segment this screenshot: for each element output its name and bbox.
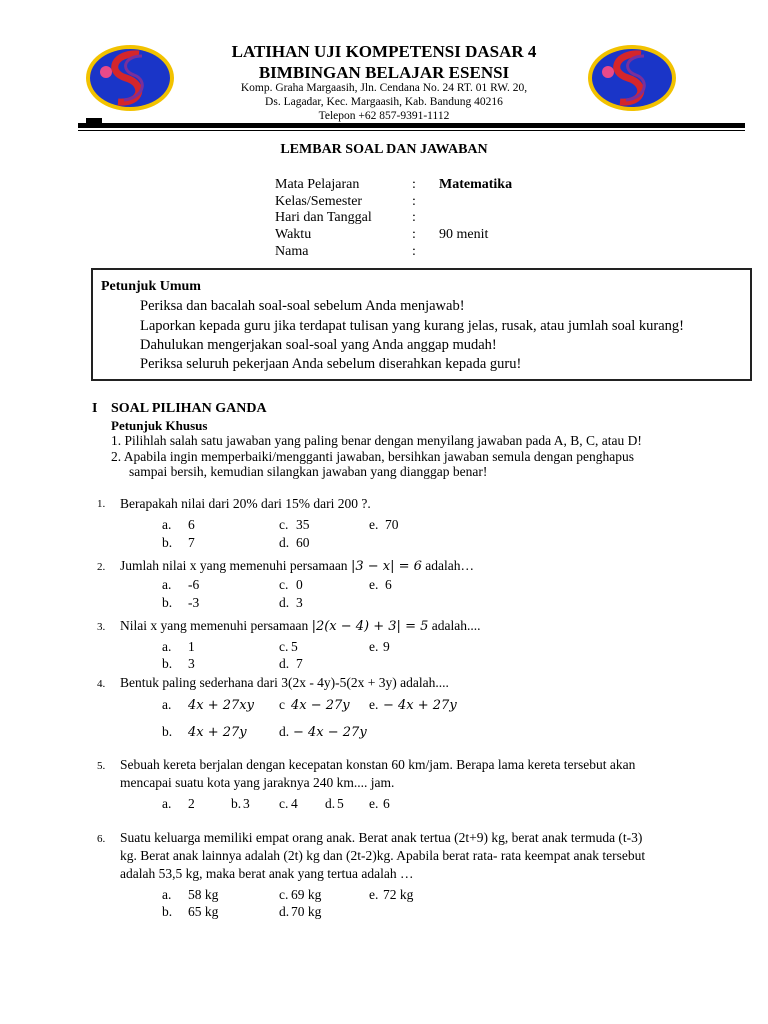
option-key: d. [279, 656, 290, 671]
header-phone: Telepon +62 857-9391-1112 [318, 110, 450, 122]
option-value: 4x + 27xy [188, 698, 254, 713]
meta-value: Matematika [439, 177, 513, 192]
answer-option[interactable] [279, 796, 298, 812]
option-key: e. [369, 796, 379, 811]
option-key: a. [162, 577, 172, 592]
option-value: 1 [188, 639, 195, 654]
option-key: b. [162, 535, 173, 550]
answer-option[interactable] [162, 697, 254, 713]
meta-colon: : [412, 210, 416, 225]
option-value: 6 [188, 517, 195, 532]
header-address-1: Komp. Graha Margaasih, Jln. Cendana No. 24 RT. 01 RW. 20, [240, 82, 528, 94]
answer-option[interactable] [162, 796, 195, 812]
answer-option[interactable] [279, 656, 303, 672]
general-instruction-line: Periksa seluruh pekerjaan Anda sebelum diserahkan kepada guru! [140, 356, 522, 372]
answer-option[interactable] [369, 577, 392, 593]
answer-option[interactable] [162, 656, 195, 672]
meta-colon: : [412, 244, 416, 259]
option-key: d. [279, 535, 290, 550]
option-key: c. [279, 639, 289, 654]
math-expression: |3 − x| = 6 [350, 559, 422, 574]
meta-label: Waktu [275, 227, 312, 242]
answer-option[interactable] [279, 517, 310, 533]
question-text: Suatu keluarga memiliki empat orang anak. Berat anak tertua (2t+9) kg, berat anak termuda (t-3) [120, 830, 643, 845]
option-value: 5 [291, 639, 298, 654]
general-instructions-title: Petunjuk Umum [101, 279, 201, 294]
general-instructions-box [91, 268, 752, 381]
option-value: 4x − 27y [291, 698, 350, 713]
meta-colon: : [412, 227, 416, 242]
option-value: 3 [296, 595, 303, 610]
option-value: 6 [383, 796, 390, 811]
answer-option[interactable] [279, 904, 321, 920]
question-text: kg. Berat anak lainnya adalah (2t) kg dan (2t-2)kg. Apabila berat rata- rata keempat anak tersebut [120, 848, 646, 863]
special-instruction-line: 1. Pilihlah salah satu jawaban yang paling benar dengan menyilang jawaban pada A, B, C, atau D! [111, 433, 642, 448]
option-value: 7 [296, 656, 303, 671]
option-value: 35 [296, 517, 310, 532]
question-text-part: Jumlah nilai x yang memenuhi persamaan [120, 558, 351, 573]
answer-option[interactable] [279, 887, 321, 903]
option-value: -3 [188, 595, 200, 610]
option-value: 65 kg [188, 904, 219, 919]
answer-option[interactable] [279, 535, 310, 551]
option-key: d. [279, 724, 290, 739]
option-value: 6 [385, 577, 392, 592]
option-key: c. [279, 517, 289, 532]
option-key: c. [279, 796, 289, 811]
option-key: d. [279, 904, 290, 919]
option-key: c. [279, 887, 289, 902]
option-key: b. [162, 904, 173, 919]
question-text-part: Nilai x yang memenuhi persamaan [120, 618, 312, 633]
option-value: − 4x − 27y [293, 725, 367, 740]
header-address-2: Ds. Lagadar, Kec. Margaasih, Kab. Bandung 40216 [265, 96, 503, 108]
question-text: mencapai suatu kota yang jaraknya 240 km.... jam. [120, 775, 395, 790]
section-number: I [92, 401, 98, 416]
question-number: 3. [97, 621, 106, 633]
header-rule-thick [78, 123, 745, 128]
answer-option[interactable] [279, 697, 350, 713]
meta-label: Kelas/Semester [275, 194, 363, 209]
option-key: c [279, 697, 285, 712]
option-value: 70 kg [291, 904, 322, 919]
option-value: 3 [188, 656, 195, 671]
option-value: 69 kg [291, 887, 322, 902]
math-expression: |2(x − 4) + 3| = 5 [311, 619, 429, 634]
meta-label: Hari dan Tanggal [275, 210, 372, 225]
question-text: Berapakah nilai dari 20% dari 15% dari 200 ?. [120, 496, 371, 511]
option-value: 72 kg [383, 887, 414, 902]
question-text [120, 618, 480, 634]
meta-value: 90 menit [439, 227, 489, 242]
answer-option[interactable] [231, 796, 250, 812]
question-text: adalah 53,5 kg, maka berat anak yang tertua adalah … [120, 866, 414, 881]
header-title-2: BIMBINGAN BELAJAR ESENSI [258, 63, 510, 82]
option-key: d. [279, 595, 290, 610]
option-key: b. [231, 796, 242, 811]
option-value: 70 [385, 517, 399, 532]
option-key: e. [369, 577, 379, 592]
option-value: − 4x + 27y [383, 698, 457, 713]
answer-option[interactable] [325, 796, 344, 812]
answer-option[interactable] [279, 577, 303, 593]
answer-option[interactable] [369, 517, 399, 533]
option-key: a. [162, 697, 172, 712]
question-text: Bentuk paling sederhana dari 3(2x - 4y)-5(2x + 3y) adalah.... [120, 675, 449, 690]
answer-option[interactable] [162, 517, 195, 533]
header-rule-tab [86, 118, 102, 124]
answer-option[interactable] [279, 724, 367, 740]
special-instruction-line: 2. Apabila ingin memperbaiki/mengganti jawaban, bersihkan jawaban semula dengan penghapus [111, 449, 634, 464]
question-number: 5. [97, 760, 106, 772]
option-value: 3 [243, 796, 250, 811]
option-key: b. [162, 724, 173, 739]
option-value: -6 [188, 577, 200, 592]
answer-option[interactable] [369, 639, 390, 655]
meta-label: Mata Pelajaran [275, 177, 360, 192]
section-title: SOAL PILIHAN GANDA [111, 401, 267, 416]
option-value: 60 [296, 535, 310, 550]
answer-option[interactable] [162, 595, 199, 611]
answer-option[interactable] [162, 887, 218, 903]
option-value: 7 [188, 535, 195, 550]
meta-colon: : [412, 194, 416, 209]
question-text [120, 558, 474, 574]
answer-option[interactable] [162, 535, 195, 551]
option-key: c. [279, 577, 289, 592]
option-key: b. [162, 656, 173, 671]
answer-option[interactable] [162, 724, 247, 740]
option-key: b. [162, 595, 173, 610]
option-value: 58 kg [188, 887, 219, 902]
answer-option[interactable] [369, 887, 413, 903]
sheet-title: LEMBAR SOAL DAN JAWABAN [280, 142, 488, 157]
answer-option[interactable] [162, 639, 195, 655]
question-number: 4. [97, 678, 106, 690]
question-text-part: adalah… [421, 558, 474, 573]
general-instruction-line: Dahulukan mengerjakan soal-soal yang Anda anggap mudah! [140, 337, 497, 353]
answer-option[interactable] [369, 697, 457, 713]
question-number: 2. [97, 561, 106, 573]
meta-colon: : [412, 177, 416, 192]
option-value: 4 [291, 796, 298, 811]
option-key: e. [369, 697, 379, 712]
answer-option[interactable] [162, 577, 199, 593]
question-number: 6. [97, 833, 106, 845]
header-title-1: LATIHAN UJI KOMPETENSI DASAR 4 [231, 42, 537, 61]
option-key: d. [325, 796, 336, 811]
question-text-part: adalah.... [428, 618, 481, 633]
question-number: 1. [97, 498, 106, 510]
question-text: Sebuah kereta berjalan dengan kecepatan konstan 60 km/jam. Berapa lama kereta tersebut akan [120, 757, 636, 772]
option-key: a. [162, 796, 172, 811]
answer-option[interactable] [162, 904, 218, 920]
answer-option[interactable] [279, 595, 303, 611]
option-value: 9 [383, 639, 390, 654]
option-key: e. [369, 887, 379, 902]
answer-option[interactable] [369, 796, 390, 812]
option-value: 0 [296, 577, 303, 592]
option-key: e. [369, 639, 379, 654]
option-value: 4x + 27y [188, 725, 247, 740]
option-key: a. [162, 639, 172, 654]
option-key: a. [162, 517, 172, 532]
general-instruction-line: Periksa dan bacalah soal-soal sebelum Anda menjawab! [140, 298, 465, 314]
option-value: 2 [188, 796, 195, 811]
special-instructions-title: Petunjuk Khusus [111, 418, 208, 433]
header-rule-thin [78, 130, 745, 131]
answer-option[interactable] [279, 639, 298, 655]
option-key: e. [369, 517, 379, 532]
special-instruction-line: sampai bersih, kemudian silangkan jawaban yang dianggap benar! [129, 464, 488, 479]
meta-label: Nama [275, 244, 309, 259]
general-instruction-line: Laporkan kepada guru jika terdapat tulisan yang kurang jelas, rusak, atau jumlah soal kurang! [140, 318, 684, 334]
option-key: a. [162, 887, 172, 902]
option-value: 5 [337, 796, 344, 811]
